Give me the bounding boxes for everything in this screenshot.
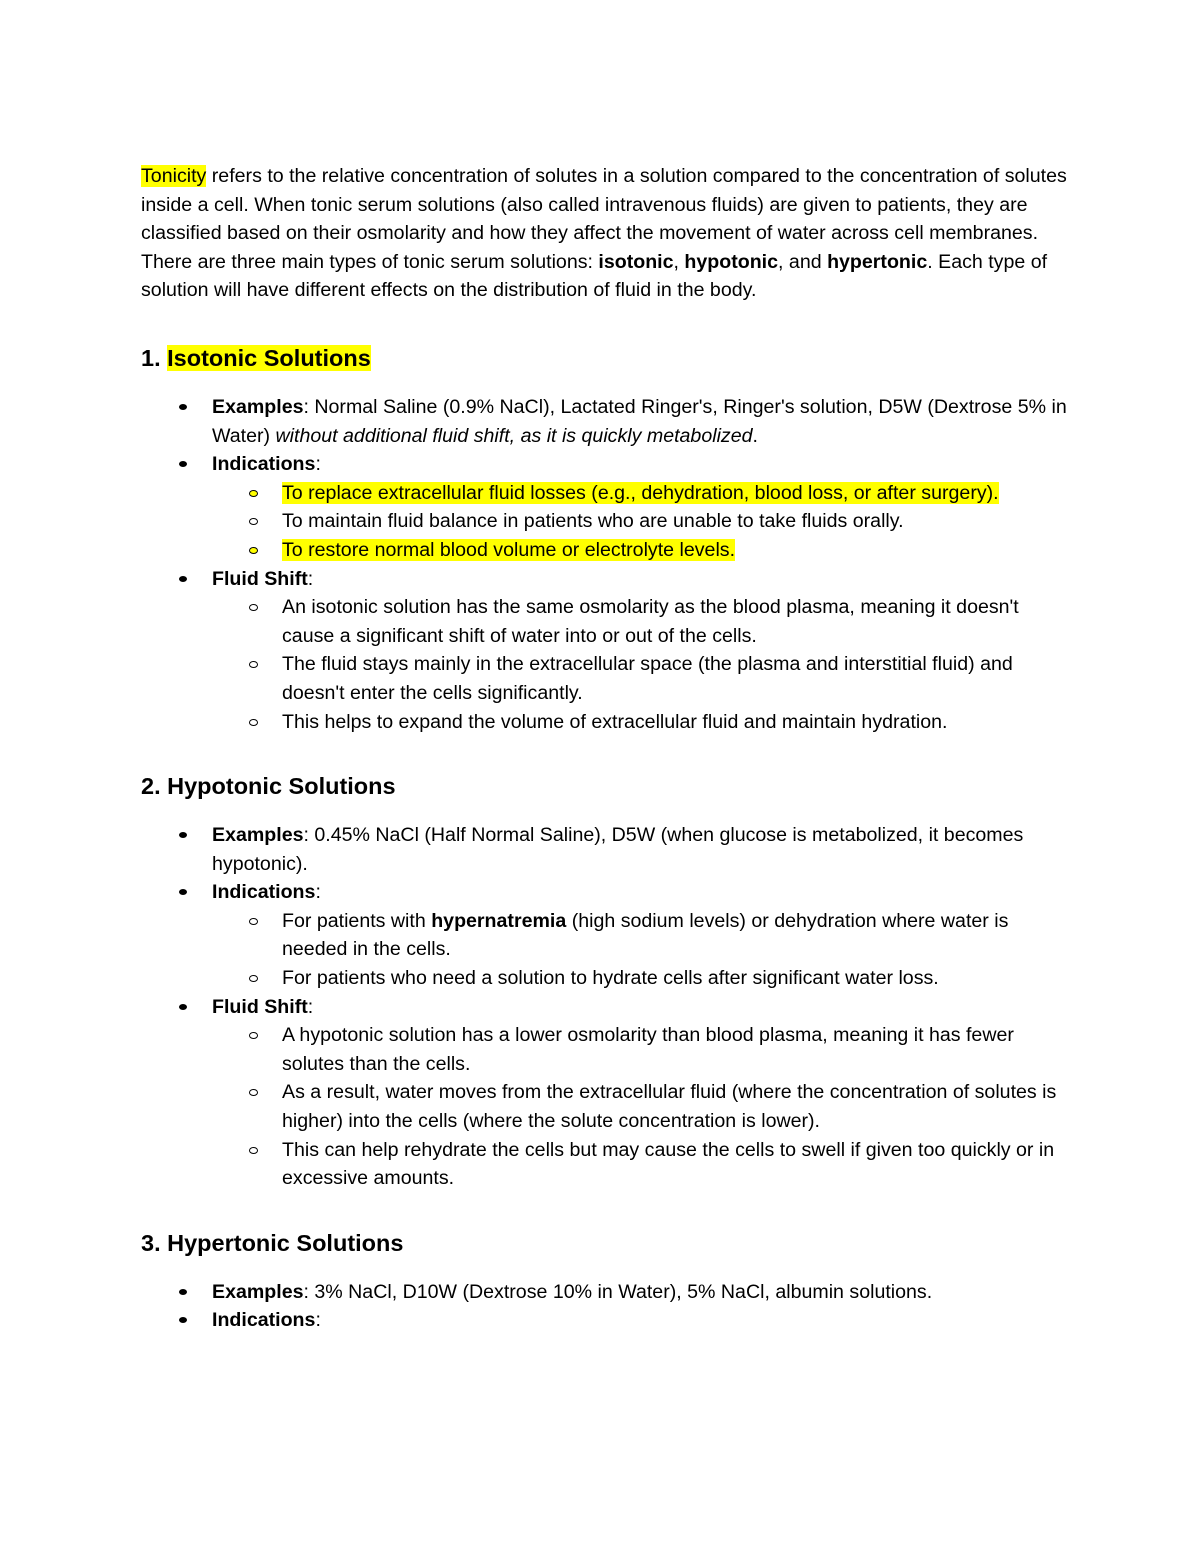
heading-isotonic-number: 1. [141, 344, 168, 371]
tonicity-term: Tonicity [141, 165, 207, 187]
heading-isotonic-title: Isotonic Solutions [167, 344, 371, 371]
list-item [212, 393, 1071, 450]
examples-italic: without additional fluid shift, as it is quickly metabolized [275, 424, 753, 447]
shift-text: An isotonic solution has the same osmolarity as the blood plasma, meaning it doesn't cause a significant shift of water into or out of the cells. [282, 596, 1019, 647]
fluid-shift-sublist [212, 593, 1071, 736]
examples-label: Examples [212, 1280, 304, 1303]
list-item [282, 708, 1071, 737]
type-isotonic: isotonic [598, 250, 674, 273]
examples-label: Examples [212, 395, 304, 418]
list-item [282, 1021, 1071, 1078]
list-item [212, 821, 1071, 878]
indications-sublist [212, 907, 1071, 993]
hypertonic-list [141, 1278, 1071, 1335]
colon: : [307, 995, 314, 1018]
examples-text: : 0.45% NaCl (Half Normal Saline), D5W (when glucose is metabolized, it becomes hypotonic). [212, 824, 1024, 875]
indication-text: (high sodium levels) or dehydration where water is needed in the cells. [282, 909, 1009, 961]
intro-sep-2: , and [778, 250, 828, 273]
list-item [212, 993, 1071, 1193]
fluid-shift-label: Fluid Shift [212, 567, 308, 590]
fluid-shift-sublist [212, 1021, 1071, 1193]
list-item [212, 450, 1071, 564]
examples-text: : 3% NaCl, D10W (Dextrose 10% in Water), 5% NaCl, albumin solutions. [303, 1280, 933, 1303]
indication-text: For patients with [282, 909, 432, 932]
list-item [282, 1078, 1071, 1135]
list-item [282, 1136, 1071, 1193]
heading-isotonic [141, 342, 1071, 374]
shift-text: This helps to expand the volume of extracellular fluid and maintain hydration. [282, 710, 948, 733]
heading-hypotonic: 2. Hypotonic Solutions [141, 773, 396, 800]
list-item [212, 878, 1071, 992]
indication-text: To replace extracellular fluid losses (e.g., dehydration, blood loss, or after surgery). [282, 481, 999, 504]
hypernatremia-term: hypernatremia [431, 909, 567, 932]
shift-text: This can help rehydrate the cells but may cause the cells to swell if given too quickly or in excessive amounts. [282, 1138, 1055, 1190]
intro-sep-1: , [673, 250, 685, 273]
fluid-shift-label: Fluid Shift [212, 995, 308, 1018]
intro-text-2: . Each type of solution will have different effects on the distribution of fluid in the body. [141, 250, 1048, 302]
list-item [282, 507, 1071, 536]
indications-sublist [212, 479, 1071, 565]
colon: : [315, 453, 321, 476]
type-hypertonic: hypertonic [827, 250, 928, 273]
shift-text: As a result, water moves from the extracellular fluid (where the concentration of solutes is higher) into the cells (where the solute concentration is lower). [282, 1081, 1057, 1133]
examples-end: . [752, 424, 758, 447]
indication-text: To maintain fluid balance in patients who are unable to take fluids orally. [282, 510, 904, 533]
indications-label: Indications [212, 881, 316, 904]
list-item [282, 907, 1071, 964]
indications-label: Indications [212, 1309, 316, 1332]
list-item [282, 964, 1071, 993]
list-item [282, 479, 1071, 508]
shift-text: A hypotonic solution has a lower osmolarity than blood plasma, meaning it has fewer solutes than the cells. [282, 1024, 1014, 1075]
list-item [282, 650, 1071, 707]
document-page [141, 162, 1071, 1335]
list-item [282, 536, 1071, 565]
list-item [282, 593, 1071, 650]
examples-text: : Normal Saline (0.9% NaCl), Lactated Ringer's, Ringer's solution, D5W (Dextrose 5% in Water) [212, 395, 1067, 447]
heading-hypertonic: 3. Hypertonic Solutions [141, 1229, 404, 1256]
indication-text: For patients who need a solution to hydrate cells after significant water loss. [282, 967, 939, 990]
intro-text-1: refers to the relative concentration of solutes in a solution compared to the concentration of solutes inside a cell. When tonic serum solutions (also called intravenous fluids) are given to patients, they are classified based on their osmolarity and how they affect the movement of water across cell membranes. There are three main types of tonic serum solutions: [141, 165, 1067, 273]
list-item [212, 1278, 1071, 1307]
list-item [212, 565, 1071, 737]
isotonic-list [141, 393, 1071, 736]
colon: : [315, 1309, 321, 1332]
list-item [212, 1306, 1071, 1335]
colon: : [307, 567, 314, 590]
intro-paragraph [141, 162, 1071, 305]
shift-text: The fluid stays mainly in the extracellular space (the plasma and interstitial fluid) and doesn't enter the cells significantly. [282, 653, 1013, 704]
indication-text: To restore normal blood volume or electrolyte levels. [282, 538, 736, 561]
hypotonic-list [141, 821, 1071, 1193]
indications-label: Indications [212, 453, 316, 476]
examples-label: Examples [212, 824, 304, 847]
type-hypotonic: hypotonic [684, 250, 779, 273]
colon: : [315, 881, 321, 904]
